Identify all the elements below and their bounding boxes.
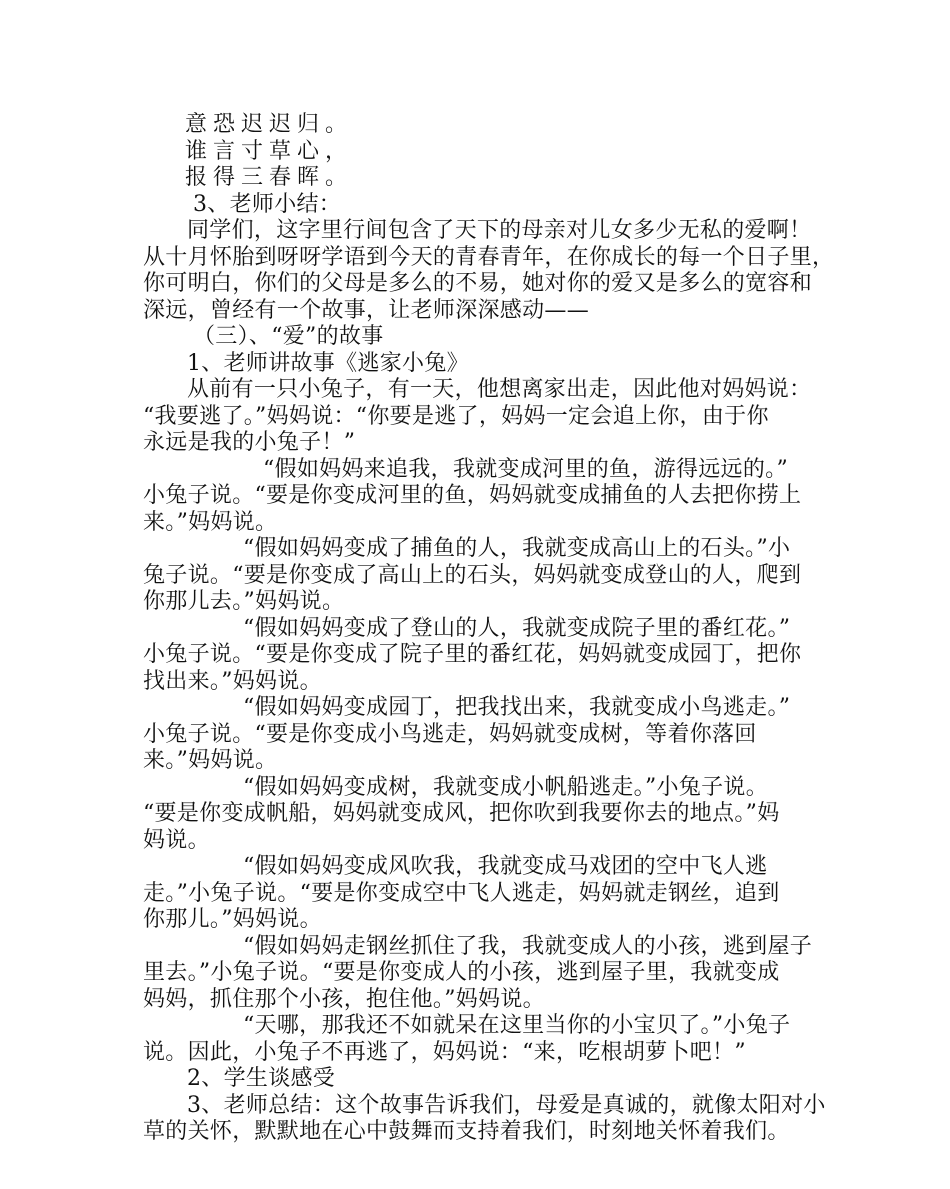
paragraph-line: “假如妈妈变成了登山的人，我就变成院子里的番红花。” — [243, 615, 791, 641]
paragraph-line: 来。”妈妈说。 — [143, 509, 278, 535]
paragraph-line: 说。因此，小兔子不再逃了，妈妈说：“来，吃根胡萝卜吧！” — [143, 1039, 746, 1065]
paragraph-line: 你那儿。”妈妈说。 — [143, 907, 322, 932]
poem-line: 谁言寸草心， — [185, 138, 354, 164]
story-paragraph — [143, 1013, 811, 1066]
paragraph-line: “我要逃了。”妈妈说：“你要是逃了，妈妈一定会追上你，由于你 — [143, 403, 769, 429]
paragraph-line: “假如妈妈变成了捕鱼的人，我就变成高山上的石头。”小 — [243, 536, 791, 561]
paragraph-line: 来。”妈妈说。 — [143, 748, 278, 773]
paragraph-line: 从前有一只小兔子，有一天，他想离家出走，因此他对妈妈说： — [187, 377, 812, 402]
paragraph-line: 草的关怀，默默地在心中鼓舞而支持着我们，时刻地关怀着我们。 — [143, 1119, 790, 1144]
section-subheading: 2、学生谈感受 — [187, 1066, 336, 1091]
paragraph-line: “要是你变成帆船，妈妈就变成风，把你吹到我要你去的地点。”妈 — [143, 801, 780, 826]
paragraph-line: “假如妈妈走钢丝抓住了我，我就变成人的小孩，逃到屋子 — [243, 933, 813, 959]
paragraph-line: “假如妈妈变成园丁，把我找出来，我就变成小鸟逃走。” — [243, 695, 791, 720]
story-paragraph — [143, 775, 811, 855]
paragraph-line: 3、老师总结：这个故事告诉我们，母爱是真诚的，就像太阳对小 — [187, 1092, 826, 1118]
story-paragraph — [143, 934, 811, 1014]
paragraph-line: 小兔子说。“要是你变成了院子里的番红花，妈妈就变成园丁，把你 — [143, 642, 802, 667]
section-heading: （三）、“爱”的故事 — [193, 324, 384, 349]
paragraph-line: “假如妈妈变成风吹我，我就变成马戏团的空中飞人逃 — [243, 854, 768, 879]
story-paragraph — [143, 536, 811, 616]
paragraph-line: 同学们，这字里行间包含了天下的母亲对儿女多少无私的爱啊！ — [187, 218, 812, 243]
paragraph-line: “天哪，那我还不如就呆在这里当你的小宝贝了。”小兔子 — [243, 1013, 791, 1038]
paragraph-line: “假如妈妈变成树，我就变成小帆船逃走。”小兔子说。 — [243, 774, 768, 800]
paragraph-line: 里去。”小兔子说。“要是你变成人的小孩，逃到屋子里，我就变成 — [143, 960, 780, 985]
story-section — [143, 324, 811, 1066]
paragraph-line: 小兔子说。“要是你变成河里的鱼，妈妈就变成捕鱼的人去把你捞上 — [143, 483, 802, 508]
paragraph-line: 走。”小兔子说。“要是你变成空中飞人逃走，妈妈就走钢丝，追到 — [143, 880, 780, 906]
poem-line: 报得三春晖。 — [185, 165, 354, 190]
poem-line: 意恐迟迟归。 — [185, 112, 354, 137]
discussion-section — [143, 1066, 826, 1146]
paragraph-line: 永远是我的小兔子！” — [143, 430, 356, 455]
paragraph-line: 你可明白，你们的父母是多么的不易，她对你的爱又是多么的宽容和 — [143, 271, 813, 296]
story-paragraph — [143, 616, 811, 696]
story-paragraph — [143, 695, 811, 775]
paragraph-line: 从十月怀胎到呀呀学语到今天的青春青年，在你成长的每一个日子里， — [143, 244, 835, 270]
story-paragraph — [143, 854, 811, 934]
story-intro — [143, 377, 811, 457]
poem — [143, 112, 811, 192]
paragraph-line: 找出来。”妈妈说。 — [143, 668, 322, 694]
paragraph-line: 妈说。 — [143, 827, 210, 853]
paragraph-line: 妈妈，抓住那个小孩，抱住他。”妈妈说。 — [143, 986, 545, 1012]
paragraph-line: “假如妈妈来追我，我就变成河里的鱼，游得远远的。” — [263, 456, 788, 482]
paragraph-line: 小兔子说。“要是你变成小鸟逃走，妈妈就变成树，等着你落回 — [143, 721, 757, 747]
teacher-summary-section — [143, 191, 835, 325]
paragraph-line: 兔子说。“要是你变成了高山上的石头，妈妈就变成登山的人，爬到 — [143, 562, 802, 588]
section-heading: 3、老师小结： — [193, 191, 342, 217]
story-paragraph — [143, 457, 811, 537]
section-subheading: 1、老师讲故事《逃家小兔》 — [187, 350, 469, 376]
paragraph-line: 深远，曾经有一个故事，让老师深深感动—— — [143, 297, 590, 323]
paragraph-line: 你那儿去。”妈妈说。 — [143, 589, 345, 614]
document-page — [143, 112, 835, 1146]
